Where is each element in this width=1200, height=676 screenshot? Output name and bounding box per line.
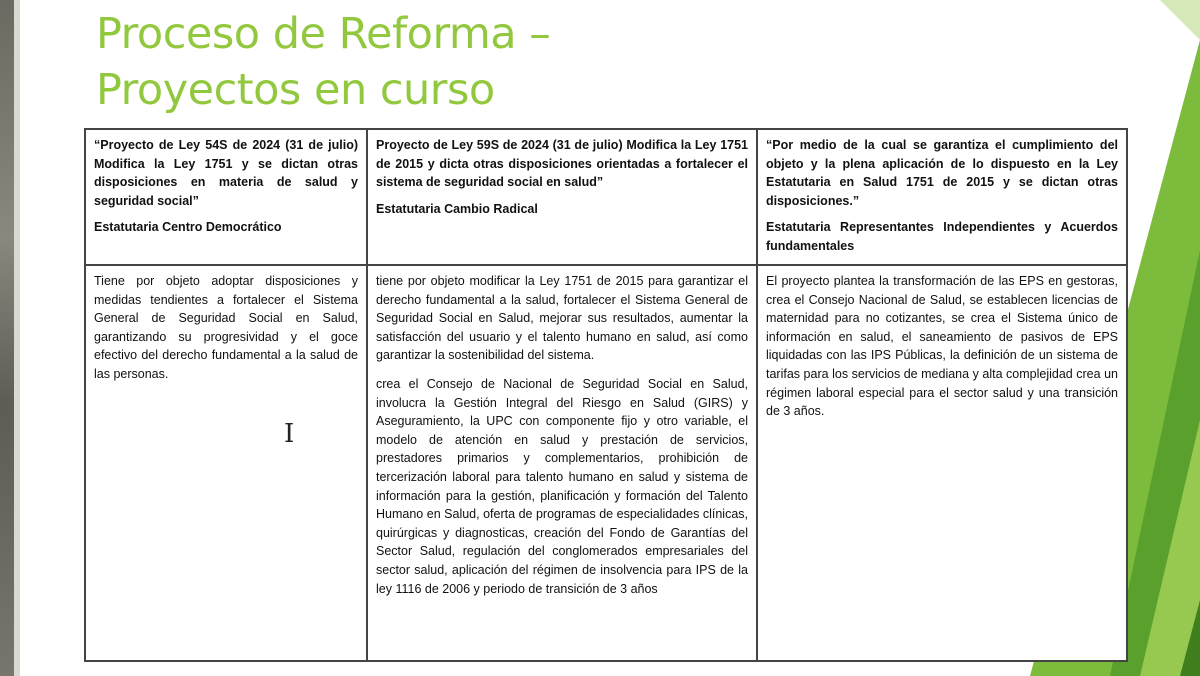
project-title: Proyecto de Ley 59S de 2024 (31 de julio) Modifica la Ley 1751 de 2015 y dicta otras disposiciones orientadas a fortalecer el sistema de seguridad social en salud”	[376, 138, 748, 190]
window-left-edge-highlight	[14, 0, 20, 676]
project-author: Estatutaria Cambio Radical	[376, 201, 538, 216]
slide-title	[96, 6, 550, 118]
description-text: El proyecto plantea la transformación de las EPS en gestoras, crea el Consejo Nacional de Salud, se establecen licencias de maternidad para no cotizantes, se crea el Sistema único de información en salud, el saneamiento de pasivos de EPS liquidadas con las IPS Públicas, la definición de un sistema de tarifas para los servicios de mediana y alta complejidad crea un régimen laboral especial para el sector salud y una transición de 3 años.	[766, 274, 1118, 419]
text-cursor-icon: I	[284, 419, 295, 449]
table-cell-project-3	[757, 129, 1127, 265]
description-text: crea el Consejo de Nacional de Seguridad Social en Salud, involucra la Gestión Integral del Riesgo en Salud (GIRS) y Aseguramiento, la UPC con componente fijo y otro variable, el modelo de atención en salud y prestación de servicios, prestadores primarios y complementarios, prohibición de tercerización laboral para talento humano en salud y sistema de información para la gestión, planificación y formación del Talento Humano en Salud, oferta de programas de especialidades clínicas, quirúrgicas y diagnosticas, creación del Fondo de Garantías del Sector Salud, regulación del conglomerados empresariales del sector salud, aplicación del régimen de insolvencia para IPS de la ley 1116 de 2006 y periodo de transición de 3 años	[376, 376, 748, 596]
description-text: Tiene por objeto adoptar disposiciones y medidas tendientes a fortalecer el Sistema General de Seguridad Social en Salud, garantizando su progresividad y el goce efectivo del derecho fundamental a la salud de las personas.	[94, 274, 358, 381]
description-text: tiene por objeto modificar la Ley 1751 de 2015 para garantizar el derecho fundamental a la salud, fortalecer el Sistema General de Seguridad Social en Salud, mejorar sus resultados, aumentar la satisfacción del usuario y el talento humano en salud, así como garantizar la sostenibilidad del sistema.	[376, 274, 748, 363]
table-cell-project-2	[367, 129, 757, 265]
project-title: “Por medio de la cual se garantiza el cumplimiento del objeto y la plena aplicación de lo dispuesto en la Ley Estatutaria en Salud 1751 de 2015 y se dictan otras disposiciones.”	[766, 138, 1118, 208]
table-row-header	[85, 129, 1127, 265]
project-author: Estatutaria Representantes Independientes y Acuerdos fundamentales	[766, 220, 1118, 253]
table-row-descriptions	[85, 265, 1127, 661]
table-cell-description-3	[757, 265, 1127, 661]
table-cell-description-2	[367, 265, 757, 661]
project-title: “Proyecto de Ley 54S de 2024 (31 de julio) Modifica la Ley 1751 y se dictan otras disposiciones en materia de salud y seguridad social”	[94, 138, 358, 208]
decor-shape-light-top	[1160, 0, 1200, 40]
project-author: Estatutaria Centro Democrático	[94, 220, 282, 235]
slide-title-line-2: Proyectos en curso	[96, 65, 495, 115]
slide-title-line-1: Proceso de Reforma –	[96, 9, 551, 59]
projects-table	[84, 128, 1128, 662]
table-cell-project-1	[85, 129, 367, 265]
table-cell-description-1	[85, 265, 367, 661]
window-left-edge	[0, 0, 14, 676]
